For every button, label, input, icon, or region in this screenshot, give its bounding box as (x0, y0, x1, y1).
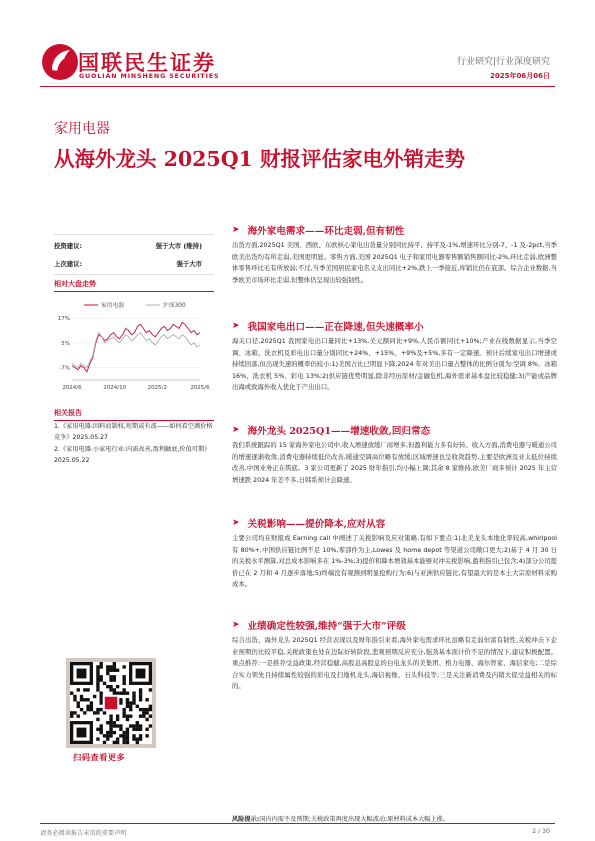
qr-module (109, 724, 112, 727)
perf-heading: 相对大盘走势 (54, 280, 96, 288)
qr-module (100, 698, 103, 701)
report-date: 2025年06月06日 (490, 72, 550, 80)
qr-module (116, 669, 119, 672)
industry-label: 家用电器 (54, 121, 110, 137)
section-tariff-impact (232, 516, 557, 591)
qr-module (126, 705, 129, 708)
qr-module (86, 705, 89, 708)
qr-module (116, 692, 119, 695)
rating-top-divider (54, 234, 214, 235)
qr-module (113, 662, 116, 665)
qr-module (126, 718, 129, 721)
qr-module (129, 714, 132, 717)
section-title-text: 业绩确定性较强,维持“强于大市”评级 (247, 621, 406, 632)
qr-caption: 扫码查看更多 (73, 752, 126, 762)
qr-module (70, 714, 73, 717)
footer-divider (40, 823, 555, 824)
qr-module (122, 678, 125, 681)
qr-finder (77, 669, 87, 679)
qr-module (96, 669, 99, 672)
qr-module (93, 711, 96, 714)
related-heading-rule (54, 420, 214, 421)
qr-module (139, 695, 142, 698)
section-title (232, 423, 557, 437)
qr-module (119, 728, 122, 731)
qr-module (106, 672, 109, 675)
qr-module (100, 731, 103, 734)
logo-text-cn: 国联民生证券 (78, 51, 216, 75)
qr-module (122, 688, 125, 691)
qr-module (96, 718, 99, 721)
qr-module (119, 734, 122, 737)
section-title (232, 319, 557, 333)
qr-module (103, 741, 106, 744)
qr-module (132, 701, 135, 704)
qr-module (116, 741, 119, 744)
qr-module (109, 675, 112, 678)
qr-module (106, 734, 109, 737)
rating-row-current (54, 236, 214, 254)
qr-module (116, 685, 119, 688)
qr-module (90, 701, 93, 704)
section-investment-rating (232, 618, 557, 693)
qr-module (96, 675, 99, 678)
qr-module (149, 705, 152, 708)
section-overseas-demand (232, 223, 557, 286)
chart-y-tick-label: -7% (59, 365, 70, 372)
qr-module (149, 708, 152, 711)
qr-module (96, 682, 99, 685)
qr-module (122, 714, 125, 717)
qr-module (145, 728, 148, 731)
qr-module (122, 692, 125, 695)
qr-module (122, 665, 125, 668)
qr-module (149, 714, 152, 717)
qr-module (126, 692, 129, 695)
qr-module (132, 692, 135, 695)
qr-module (106, 737, 109, 740)
qr-module (126, 728, 129, 731)
qr-module (149, 724, 152, 727)
section-body: 我们系统跟踪的 15 家海外家电公司中,收入增速放缓厂商增多,但盈利能力多有好转。收入方面,消费电器与暖通公司的增速逐渐收敛,消费电器持续低位改善,暖通空调高位略有放缓;区域增速也呈收敛趋势,主要是欧洲及亚太低位持续改善,中国业务正在筑底。3 家公司更新了 2025 财年指引,均小幅上调;其余 8 家维持,欧美厂商多预计 2025 年主营增速跌 2024 年差不多,日韩系预计会降速。 (232, 442, 557, 484)
qr-module (113, 731, 116, 734)
section-title-text: 关税影响——提价降本,应对从容 (247, 519, 386, 530)
section-china-exports (232, 319, 557, 394)
section-body: 主要公司均在财报或 Earning call 中阐述了关税影响及应对策略,有如下要点:1)北美龙头本地化率较高,whirlpool 有 80%+,中国供应链比例不足 10%,零部件为主,Lowes 及 home depot 等渠道公司敞口更大;2)基于 4 月 30 日的关税水平测算,对总成本影响多在 1%-3%;3)提价和降本增效基本能够对冲关税影响,盈利指引已包含;4)部分公司提价已在 2 月和 4 月逐步落地;5)终端没有观测到明显抢购行为;6)与亚洲供应链比,有望最大的是本土大宗原材料采购成本。 (232, 535, 557, 588)
related-reports-list (54, 422, 216, 468)
qr-module (116, 724, 119, 727)
qr-module (100, 665, 103, 668)
qr-module (119, 698, 122, 701)
qr-module (109, 669, 112, 672)
chart-legend-label: 家用电器 (101, 303, 125, 309)
rating-bottom-divider (54, 274, 214, 275)
qr-module (139, 692, 142, 695)
rating-row-previous (54, 254, 214, 272)
qr-module (73, 711, 76, 714)
qr-module (139, 698, 142, 701)
section-title (232, 516, 557, 530)
qr-module (113, 692, 116, 695)
arrow-right-icon: ➤ (232, 321, 240, 331)
qr-module (136, 741, 139, 744)
qr-module (122, 711, 125, 714)
qr-module (80, 708, 83, 711)
qr-module (96, 665, 99, 668)
rating-label: 上次建议: (54, 259, 83, 268)
qr-module (70, 711, 73, 714)
qr-module (139, 688, 142, 691)
qr-module (83, 711, 86, 714)
qr-module (122, 737, 125, 740)
related-heading: 相关报告 (54, 409, 82, 417)
arrow-right-icon: ➤ (232, 620, 240, 630)
qr-module (113, 665, 116, 668)
qr-module (122, 731, 125, 734)
qr-module (145, 711, 148, 714)
qr-module (73, 698, 76, 701)
qr-module (126, 714, 129, 717)
rating-value: 强于大市 (维持) (155, 241, 202, 250)
qr-module (132, 737, 135, 740)
qr-module (145, 708, 148, 711)
qr-module (96, 728, 99, 731)
qr-module (113, 669, 116, 672)
qr-module (77, 688, 80, 691)
qr-module (126, 737, 129, 740)
qr-module (132, 734, 135, 737)
qr-module (106, 721, 109, 724)
section-body: 综合出货、海外龙头 2025Q1 经营表现以及财年指引来看,海外家电需求环比虽略有走弱但富有韧性,关税冲击下企业预期仍比较平稳,关税政策也处在边际好转阶段,悲观预期反应充分,强劲基本面计价不足的情况下,建议积极配置。重点推荐:一是推荐受益政策,经营稳健,高股息高股息的白电龙头的美集团、格力电器、海尔智家、海信家电;二是综合实力领先且持续属性较强的彩电及扫地机龙头,海信视像、石头科技等;三是关注新消费及内销大促受益相关的标的。 (232, 637, 557, 690)
qr-module (96, 737, 99, 740)
qr-module (100, 692, 103, 695)
qr-module (109, 665, 112, 668)
qr-module (129, 724, 132, 727)
qr-module (96, 711, 99, 714)
qr-module (132, 728, 135, 731)
qr-module (109, 731, 112, 734)
qr-module (100, 728, 103, 731)
qr-finder (77, 728, 87, 738)
qr-module (132, 698, 135, 701)
qr-module (93, 695, 96, 698)
qr-module (122, 675, 125, 678)
chart-x-tick-label: 2025/2 (147, 385, 168, 391)
section-title-text: 海外龙头 2025Q1——增速收敛,回归常态 (247, 426, 431, 437)
qr-module (142, 714, 145, 717)
qr-module (77, 714, 80, 717)
qr-module (139, 708, 142, 711)
qr-module (86, 708, 89, 711)
chart-series-line (72, 333, 200, 368)
qr-module (142, 711, 145, 714)
qr-module (119, 692, 122, 695)
qr-module (136, 705, 139, 708)
qr-module (109, 718, 112, 721)
section-title (232, 618, 557, 632)
qr-module (122, 682, 125, 685)
qr-module (100, 708, 103, 711)
chart-x-tick-label: 2025/6 (190, 385, 210, 391)
qr-module (96, 708, 99, 711)
qr-module (109, 678, 112, 681)
qr-module (129, 701, 132, 704)
rating-block (54, 236, 214, 272)
qr-module (106, 731, 109, 734)
qr-module (122, 741, 125, 744)
rating-label: 投资建议: (54, 241, 83, 250)
qr-module (113, 724, 116, 727)
qr-module (132, 724, 135, 727)
arrow-right-icon: ➤ (232, 518, 240, 528)
page-title: 从海外龙头 2025Q1 财报评估家电外销走势 (54, 147, 465, 171)
qr-module (139, 714, 142, 717)
report-type: 行业研究|行业深度研究 (456, 57, 550, 67)
qr-module (113, 741, 116, 744)
qr-module (103, 682, 106, 685)
qr-module (126, 698, 129, 701)
qr-module (103, 711, 106, 714)
chart-y-tick-label: 17% (57, 316, 70, 323)
chart-legend-label: 沪深300 (163, 303, 186, 309)
qr-module (136, 728, 139, 731)
related-report-item[interactable]: 2.《家用电器:小家电行业:内需改善,盈利触底,价值可期》2025.05.22 (54, 446, 211, 464)
qr-module (136, 721, 139, 724)
qr-module (129, 708, 132, 711)
qr-module (116, 737, 119, 740)
qr-module (96, 678, 99, 681)
qr-module (83, 688, 86, 691)
company-logo-icon (40, 42, 80, 82)
rating-value: 强于大市 (176, 259, 202, 268)
section-body: 海关口径,2025Q1 我国家电出口量同比+13%,美元额同比+9%,人民币额同比+10%;产业在线数据显示,当季空调、冰箱、洗衣机及彩电出口量分别同比+24%、+15%、+9%及+5%,多有一定降速。预计后续家电出口增速或持续回落,但出现失速的概率仍较小:1)美国占比已明显下降,2024 年对美出口量占整体的比例分别为:空调 8%、冰箱 16%、洗衣机 5%、彩电 13%;2)供应链优势明显,除非经历原材/金融危机,海外需求基本盘比较稳健;3)产能或品牌出海或致海外收入优化于产出出口。 (232, 338, 557, 391)
qr-module (122, 734, 125, 737)
qr-module (145, 698, 148, 701)
qr-module (106, 669, 109, 672)
qr-module (132, 695, 135, 698)
qr-module (139, 734, 142, 737)
qr-module (96, 685, 99, 688)
section-title (232, 223, 557, 237)
qr-module (113, 688, 116, 691)
qr-module (100, 724, 103, 727)
qr-module (113, 678, 116, 681)
qr-module (119, 701, 122, 704)
qr-module (145, 734, 148, 737)
qr-module (142, 708, 145, 711)
risk-text: 国内内需不及预期;关税政策再度出现大幅波动;原材料成本大幅上涨。 (259, 816, 450, 823)
chart-x-tick-label: 2024/6 (62, 385, 82, 391)
section-title-text: 我国家电出口——正在降速,但失速概率小 (247, 322, 424, 333)
qr-module (126, 731, 129, 734)
qr-module (109, 728, 112, 731)
qr-module (116, 718, 119, 721)
qr-module (90, 705, 93, 708)
qr-module (122, 708, 125, 711)
qr-module (106, 665, 109, 668)
chart-series-line (72, 322, 200, 372)
chart-x-tick-label: 2024/10 (103, 385, 127, 391)
qr-module (116, 714, 119, 717)
qr-module (103, 734, 106, 737)
qr-center-logo (105, 697, 117, 709)
qr-module (149, 688, 152, 691)
qr-module (86, 698, 89, 701)
qr-module (136, 737, 139, 740)
qr-module (126, 701, 129, 704)
arrow-right-icon: ➤ (232, 425, 240, 435)
qr-module (109, 721, 112, 724)
qr-module (109, 714, 112, 717)
risk-label: 风险提示: (232, 816, 260, 823)
qr-code[interactable] (66, 658, 156, 748)
chart-svg (54, 300, 210, 400)
qr-module (83, 698, 86, 701)
qr-module (86, 688, 89, 691)
qr-module (119, 724, 122, 727)
footer-disclaimer[interactable]: 请务必阅读报告末页的重要声明 (40, 830, 127, 837)
qr-module (70, 692, 73, 695)
qr-module (100, 701, 103, 704)
qr-module (126, 741, 129, 744)
qr-module (96, 672, 99, 675)
qr-module (109, 734, 112, 737)
qr-module (100, 662, 103, 665)
perf-heading-rule (54, 291, 214, 292)
qr-module (139, 724, 142, 727)
qr-module (139, 728, 142, 731)
qr-module (73, 695, 76, 698)
qr-module (136, 724, 139, 727)
header-divider (40, 86, 555, 87)
page-number: 2 / 30 (532, 828, 550, 835)
section-title-text: 海外家电需求——环比走弱,但有韧性 (247, 226, 405, 237)
section-overseas-leaders (232, 423, 557, 486)
qr-module (80, 695, 83, 698)
relative-performance-chart (54, 300, 210, 400)
arrow-right-icon: ➤ (232, 225, 240, 235)
qr-module (139, 737, 142, 740)
logo-text-en: GUOLIAN MINSHENG SECURITIES (79, 73, 220, 80)
qr-module (129, 705, 132, 708)
qr-module (113, 721, 116, 724)
qr-module (100, 695, 103, 698)
qr-module (106, 685, 109, 688)
qr-module (126, 734, 129, 737)
qr-module (109, 688, 112, 691)
qr-module (100, 675, 103, 678)
qr-finder (136, 669, 146, 679)
qr-module (113, 675, 116, 678)
qr-module (145, 718, 148, 721)
qr-module (77, 705, 80, 708)
qr-module (90, 708, 93, 711)
section-body: 出货方面,2025Q1 美国、西欧、东欧核心家电出货量分别同比持平、持平及-1%,增速环比分别-7、-1 及-2pct,当季欧美出货均有所走弱,美国更明显。零售方面,美国 2025Q1 电子和家用电器零售额销售额同比-2%,环比走弱,欧洲整体零售环比毛有所放弱;不过,当季美国居民家电名义支出同比+2%,跌上一季接近,库销比仍在底部。综合企业数据,当季欧美市场环比走弱,但整体仍呈现出较强韧性。 (232, 242, 557, 284)
qr-code-icon (70, 662, 152, 744)
qr-module (77, 701, 80, 704)
qr-module (109, 685, 112, 688)
qr-module (100, 678, 103, 681)
related-report-item[interactable]: 1.《家用电器:因料而制权,短期或有波——如何看空调价格竞争》2025.05.27 (54, 423, 213, 441)
qr-module (96, 688, 99, 691)
qr-module (80, 698, 83, 701)
chart-y-tick-label: 5% (61, 340, 70, 347)
